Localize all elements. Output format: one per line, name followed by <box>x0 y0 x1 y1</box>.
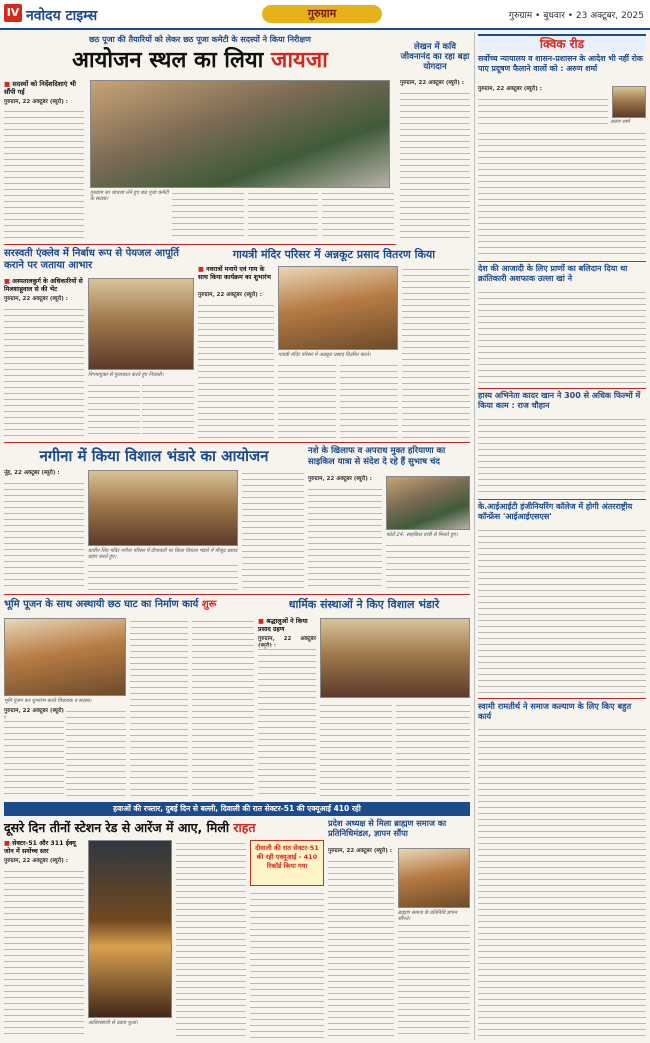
a1-body-col2 <box>172 190 244 240</box>
a4-photo <box>88 470 238 546</box>
dateline: गुरुग्राम • बुधवार • 23 अक्टूबर, 2025 <box>508 11 644 21</box>
a2-body-col3 <box>142 382 194 438</box>
a6-body-col4 <box>192 618 254 798</box>
a1-body-col1 <box>4 108 84 240</box>
quote-body-a <box>478 96 608 128</box>
right-body-4 <box>478 527 646 695</box>
a6-body-col2 <box>66 708 126 798</box>
a2-dateline: गुरुग्राम, 22 अक्टूबर (ब्यूरो) : <box>4 296 68 302</box>
a8-kicker: हवाओं की रफ्तार, दुबई दिन से बल्ली, दिवाली की रात सेक्टर-51 की एक्यूआई 410 रही <box>4 802 470 816</box>
right-body-5 <box>478 726 646 1038</box>
right-body-3 <box>478 416 646 496</box>
a8-body-col1 <box>4 868 84 1038</box>
avatar <box>612 86 646 118</box>
a7-photo <box>320 618 470 698</box>
a3-subhead: ■ नवरात्रों मनाये एवं गाय के साथ किया कार्यक्रम का शुभारंभ <box>198 266 274 290</box>
a1-dateline: गुरुग्राम, 22 अक्टूबर (ब्यूरो) : <box>4 99 68 105</box>
a8-body-col2 <box>176 840 246 1038</box>
a1-caption: गुरुग्राम का जायजा लेने हुए छठ पूजा कमेटी के सदस्य। <box>90 190 169 202</box>
a1-title-main: आयोजन स्थल का लिया <box>72 48 272 73</box>
right-h3: हास्य अभिनेता कादर खान ने 300 से अधिक फिल्मों में किया काम : राज चौहान <box>478 391 641 410</box>
a6-caption: भूमि पूजन कर शुभारंभ करते विधायक व सदस्य। <box>4 698 92 704</box>
a8-dateline: गुरुग्राम, 22 अक्टूबर (ब्यूरो) : <box>4 858 68 864</box>
a1-title-accent: जायजा <box>271 48 328 73</box>
a1-title <box>4 46 396 76</box>
a8-highlight-box: दीवाली की रात सेक्टर-51 की रही एक्यूआई - 410 रिकॉर्ड किया गया <box>250 840 324 886</box>
a9-dateline: गुरुग्राम, 22 अक्टूबर (ब्यूरो) : <box>328 848 392 854</box>
a4-dateline: नूंह, 22 अक्टूबर (ब्यूरो) : <box>4 470 60 476</box>
a8-title-main: दूसरे दिन तीनों स्टेशन रेड से आरेंज में आए, मिली <box>4 820 234 835</box>
a5-title: नशे के खिलाफ व अपराध मुक्त हरियाणा का साइकिल यात्रा से संदेश दे रहे हैं सुभाष चंद <box>308 446 446 467</box>
a10-dateline: गुरुग्राम, 22 अक्टूबर (ब्यूरो) : <box>400 80 464 86</box>
section-tab: गुरुग्राम <box>262 5 382 23</box>
a9-body-col2 <box>398 922 470 1038</box>
a4-title: नगीना में किया विशाल भंडारे का आयोजन <box>39 447 269 465</box>
a5-caption: फोटो 24: साइकिल यात्री से मिलते हुए। <box>386 532 458 538</box>
divider <box>4 594 470 595</box>
a8-subhead: ■ सेक्टर-51 और 311 ईक्यू जोन में सर्वोच्च स्तर <box>4 840 84 856</box>
a1-body-col4 <box>322 190 394 240</box>
a3-body-col4 <box>402 266 470 438</box>
divider <box>478 499 646 500</box>
right-h4: के.आईआईटी इंजीनियरिंग कॉलेज में होगी अंतरराष्ट्रीय कॉन्फ्रेंस 'आईआईएसएस' <box>478 502 633 521</box>
a9-title: प्रदेश अध्यक्ष से मिला ब्राह्मण समाज का प्रतिनिधिमंडल, ज्ञापन सौंपा <box>328 818 447 838</box>
a2-photo <box>88 278 194 370</box>
a7-body-col3 <box>396 702 470 798</box>
a6-title <box>4 598 254 614</box>
a8-body-col3 <box>250 890 324 1038</box>
divider <box>478 388 646 389</box>
a3-photo <box>278 266 398 350</box>
a7-body-col1 <box>258 646 316 798</box>
a7-body-col2 <box>320 702 392 798</box>
page-number: IV <box>4 4 22 22</box>
a9-body-col1 <box>328 858 394 1038</box>
a8-caption: आतिशबाजी से उठता धुआं। <box>88 1020 138 1026</box>
right-body-2 <box>478 289 646 385</box>
a7-subhead: ■ श्रद्धालुओं ने किया प्रसाद ग्रहण <box>258 618 316 634</box>
a1-subhead: ■ सदस्यों को निर्देशदिशाएं भी सौंपी गई <box>4 80 84 96</box>
a8-photo <box>88 840 172 1018</box>
a6-body-col1 <box>4 718 64 798</box>
a2-subhead: ■ अस्पतालकुर्ग के अधिकारियों से मिलशाहूवाल से की भेंट <box>4 278 84 294</box>
a4-body-col2 <box>88 562 238 590</box>
right-h5: स्वामी रामतीर्थ ने समाज कल्याण के लिए किए बहुत कार्य <box>478 701 632 721</box>
a8-title <box>4 818 324 838</box>
a4-body-col3 <box>242 470 304 590</box>
a3-body-col2 <box>278 362 336 438</box>
a5-dateline: गुरुग्राम, 22 अक्टूबर (ब्यूरो) : <box>308 476 372 482</box>
a6-dateline: गुरुग्राम, 22 अक्टूबर (ब्यूरो) <box>4 708 64 714</box>
quick-read-band: क्विक रीड <box>478 34 646 52</box>
quote-body-b <box>478 130 646 258</box>
a2-body-col2 <box>88 382 140 438</box>
a2-caption: निगमायुक्त से मुलाकात करते हुए निवासी। <box>88 372 164 378</box>
divider <box>4 442 470 443</box>
a2-body-col1 <box>4 306 84 438</box>
brand-logo: नवोदय टाइम्स <box>26 8 98 24</box>
a9-caption: ब्राह्मण समाज के प्रतिनिधि ज्ञापन सौंपते। <box>398 910 457 922</box>
a4-caption: प्राचीन शिव मंदिर नगीना परिसर में दीपावली पर किया विशाल भंडारे में मौजूद प्रसाद ग्रहण करते हुए। <box>88 548 238 560</box>
quote-title: सर्वोच्च न्यायालय व शासन-प्रशासन के आदेश भी नहीं रोक पाए प्रदूषण फैलाने वालों को : अरुण शर्मा <box>478 54 643 73</box>
a3-caption: गायत्री मंदिर परिसर में अन्नकूट प्रसाद वितरित करते। <box>278 352 371 358</box>
a5-photo <box>386 476 470 530</box>
a6-title-accent: शुरू <box>201 599 217 610</box>
a7-title: धार्मिक संस्थाओं ने किए विशाल भंडारे <box>288 598 440 611</box>
masthead <box>0 0 650 30</box>
divider <box>4 244 396 245</box>
divider <box>478 261 646 262</box>
a6-body-col3 <box>130 618 188 798</box>
a10-title: लेखन में कवि जीवनानंद का रहा बड़ा योगदान <box>400 42 470 72</box>
a8-title-accent: राहत <box>233 820 256 835</box>
quote-dateline: गुरुग्राम, 22 अक्टूबर (ब्यूरो) : <box>478 86 542 92</box>
a10-body <box>400 90 470 240</box>
right-h2: देश की आजादी के लिए प्राणों का बलिदान दिया था क्रांतिकारी अशफाक उल्ला खां ने <box>478 264 628 283</box>
a6-photo <box>4 618 126 696</box>
a1-body-col3 <box>248 190 318 240</box>
a3-title: गायत्री मंदिर परिसर में अन्नकूट प्रसाद वितरण किया <box>232 248 436 261</box>
column-divider <box>474 32 475 1040</box>
a1-photo <box>90 80 390 188</box>
a5-body-col1 <box>308 486 382 590</box>
a1-kicker: छठ पूजा की तैयारियों को लेकर छठ पूजा कमेटी के सदस्यों ने किया निरीक्षण <box>89 35 311 44</box>
avatar-caption: अरुण शर्मा <box>610 119 630 125</box>
a9-photo <box>398 848 470 908</box>
a3-dateline: गुरुग्राम, 22 अक्टूबर (ब्यूरो) : <box>198 292 262 298</box>
a3-body-col3 <box>340 362 398 438</box>
divider <box>478 698 646 699</box>
a4-body-col1 <box>4 480 84 590</box>
a6-title-main: भूमि पूजन के साथ अस्थायी छठ घाट का निर्माण कार्य <box>4 599 202 610</box>
a5-body-col2 <box>386 542 470 590</box>
a3-body-col1 <box>198 302 274 438</box>
a7-dateline: गुरुग्राम, 22 अक्टूबर <box>258 636 316 642</box>
a2-title: सरस्वती एंक्लेव में निर्बाध रूप से पेयजल आपूर्ति कराने पर जताया आभार <box>4 248 179 271</box>
